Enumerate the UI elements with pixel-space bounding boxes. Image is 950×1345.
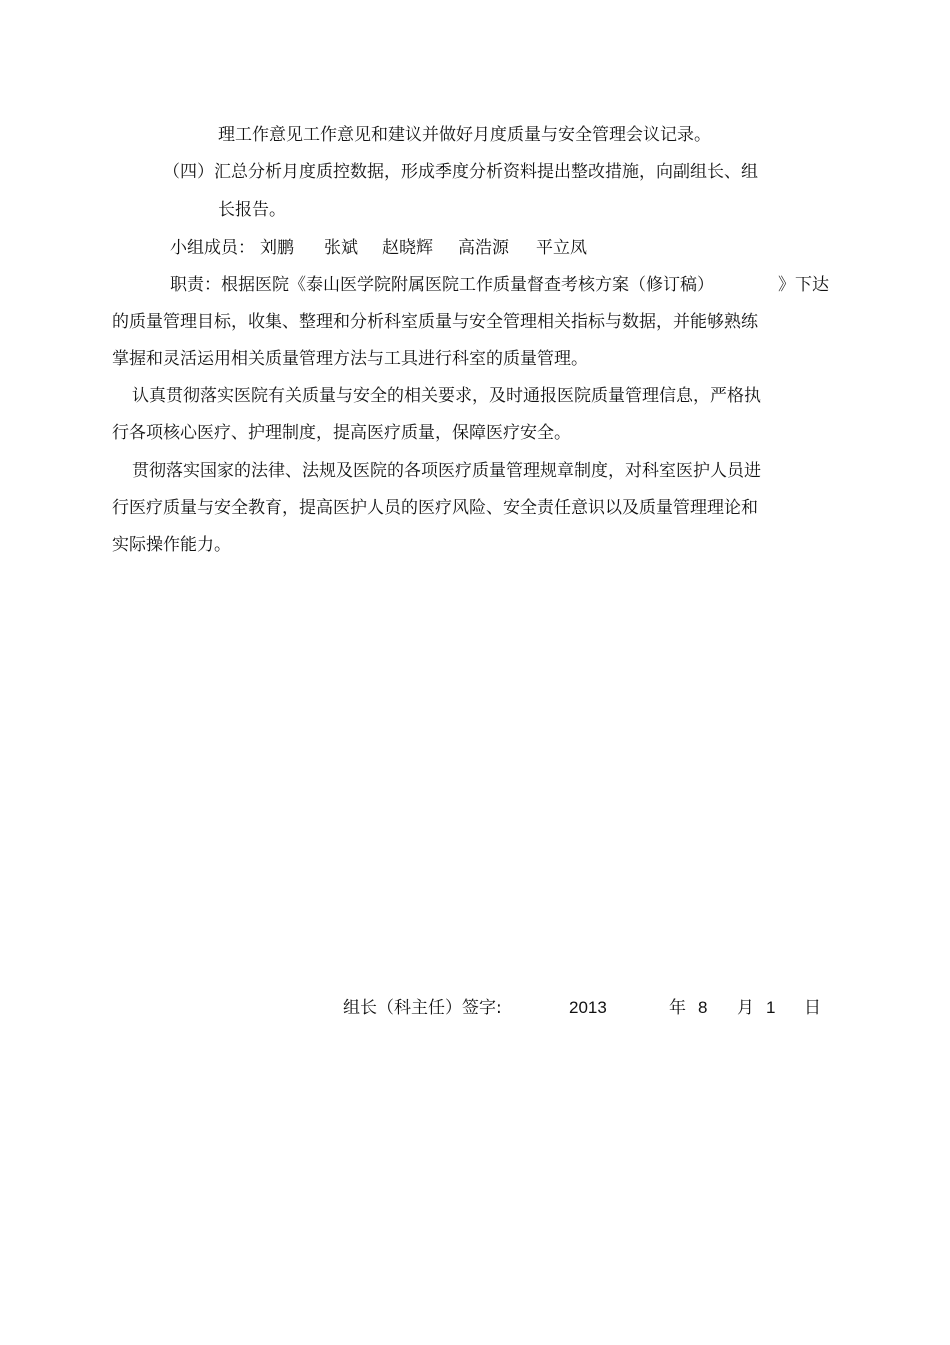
- month-unit: 月: [737, 998, 754, 1018]
- member-name: 高浩源: [458, 238, 509, 258]
- member-name: 张斌: [324, 238, 358, 258]
- day-unit: 日: [804, 998, 821, 1018]
- duty-text: 职责：根据医院《泰山医学院附属医院工作质量督查考核方案（修订稿）: [170, 275, 714, 295]
- paragraph-line: 长报告。: [218, 200, 286, 220]
- paragraph-line: 掌握和灵活运用相关质量管理方法与工具进行科室的质量管理。: [112, 349, 588, 369]
- signature-day: 1: [766, 998, 776, 1017]
- duty-text-end: 》下达: [778, 275, 829, 295]
- paragraph-line: 的质量管理目标，收集、整理和分析科室质量与安全管理相关指标与数据，并能够熟练: [112, 312, 758, 332]
- paragraph-line: 贯彻落实国家的法律、法规及医院的各项医疗质量管理规章制度，对科室医护人员进: [132, 461, 761, 481]
- member-name: 刘鹏: [260, 238, 294, 258]
- signature-year: 2013: [569, 998, 607, 1017]
- members-label: 小组成员：: [170, 238, 255, 258]
- member-name: 平立凤: [536, 238, 587, 258]
- paragraph-line: 理工作意见工作意见和建议并做好月度质量与安全管理会议记录。: [218, 125, 711, 145]
- signature-label: 组长（科主任）签字:: [343, 998, 502, 1018]
- paragraph-line: 行医疗质量与安全教育，提高医护人员的医疗风险、安全责任意识以及质量管理理论和: [112, 498, 758, 518]
- paragraph-line: （四）汇总分析月度质控数据，形成季度分析资料提出整改措施，向副组长、组: [163, 162, 758, 182]
- duty-line: [0, 273, 950, 297]
- paragraph-line: 实际操作能力。: [112, 535, 231, 555]
- signature-line: [0, 996, 950, 1020]
- signature-month: 8: [698, 998, 708, 1017]
- year-unit: 年: [669, 998, 686, 1018]
- members-line: [0, 236, 950, 260]
- member-name: 赵晓辉: [382, 238, 433, 258]
- paragraph-line: 认真贯彻落实医院有关质量与安全的相关要求，及时通报医院质量管理信息，严格执: [132, 386, 761, 406]
- paragraph-line: 行各项核心医疗、护理制度，提高医疗质量，保障医疗安全。: [112, 423, 571, 443]
